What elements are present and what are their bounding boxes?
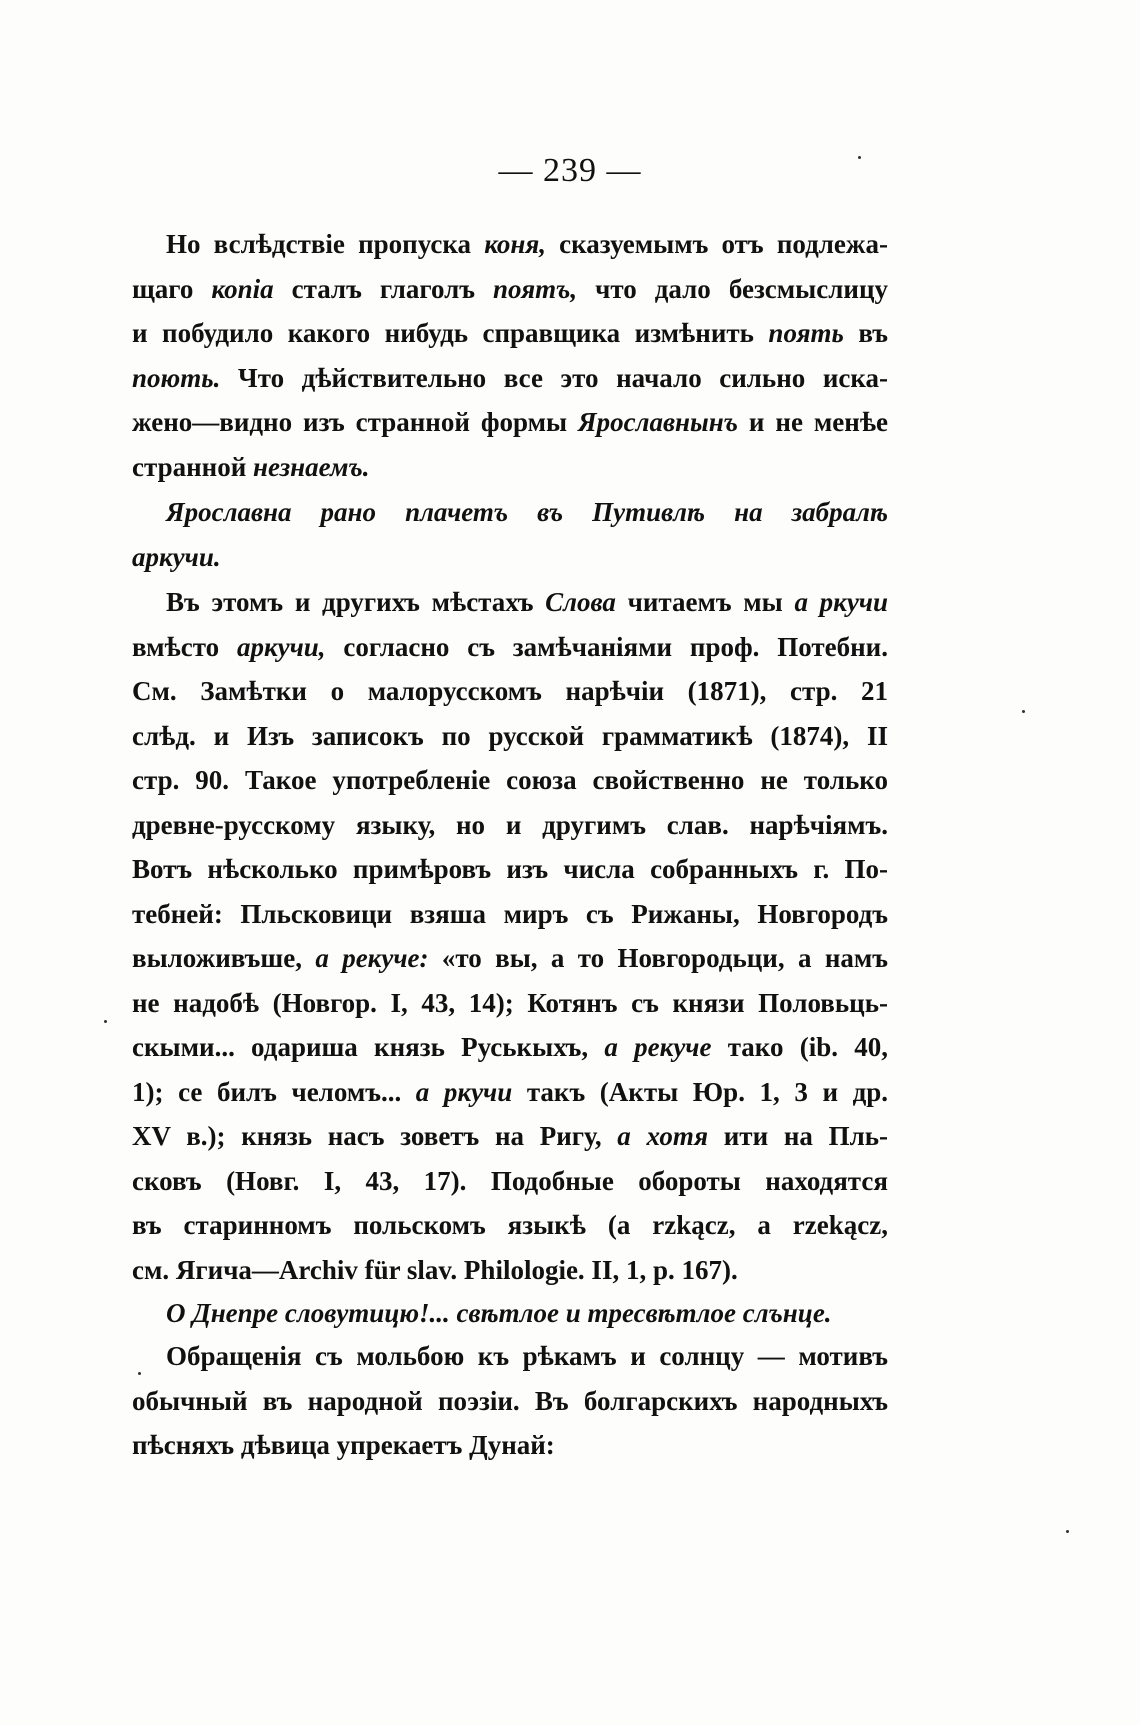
text-run: вмѣсто — [132, 631, 237, 662]
text-run: такъ (Акты Юр. 1, 3 и др. — [512, 1076, 889, 1107]
text-line — [132, 1025, 888, 1070]
text-run: «то вы, а то Новгородьци, а намъ — [428, 943, 889, 973]
quote-paragraph — [132, 490, 888, 579]
text-line — [132, 1159, 888, 1204]
italic-text: а ркучи — [794, 587, 888, 617]
text-run: см. Ягича—Archiv für slav. Philologie. II, 1, p. 167). — [132, 1254, 738, 1285]
text-run: слѣд. и Изъ записокъ по русской грамматикѣ (1874), II — [132, 720, 888, 751]
italic-text: а рекуче — [604, 1032, 712, 1062]
text-line — [132, 1423, 888, 1468]
italic-text: а рекуче: — [315, 943, 429, 973]
text-run: тебней: Пльсковици взяша миръ съ Рижаны, Новгородъ — [132, 898, 888, 929]
italic-text: коня, — [484, 229, 546, 259]
text-run: XV в.); князь насъ зоветъ на Ригу, — [132, 1121, 618, 1151]
text-run: сталъ глаголъ — [273, 273, 494, 304]
text-line — [132, 311, 888, 356]
text-line — [132, 222, 888, 267]
text-run: сковъ (Новг. I, 43, 17). Подобные обороты находятся — [132, 1165, 888, 1196]
text-run: сказуемымъ отъ подлежа- — [546, 229, 888, 259]
text-line — [132, 1114, 888, 1159]
text-run: ити на Пль- — [708, 1121, 888, 1151]
text-run: и не менѣе — [738, 407, 889, 437]
paper-speck — [1022, 710, 1025, 713]
text-line — [132, 400, 888, 445]
page-number: — 239 — — [498, 152, 642, 189]
italic-text: Ярославнынъ — [578, 407, 738, 437]
paragraph — [132, 222, 888, 489]
italic-text: поють. — [132, 362, 221, 393]
text-line — [132, 490, 888, 535]
italic-text: Ярославна рано плачетъ въ Путивлѣ на забралѣ — [166, 497, 888, 527]
text-run: обычный въ народной поэзіи. Въ болгарскихъ народныхъ — [132, 1385, 888, 1416]
text-run: пѣсняхъ дѣвица упрекаетъ Дунай: — [132, 1430, 555, 1460]
paper-speck — [858, 156, 861, 159]
paper-speck — [104, 1020, 107, 1023]
paragraph — [132, 1334, 888, 1468]
text-line — [132, 1070, 888, 1115]
text-line — [132, 445, 888, 490]
text-run: стр. 90. Такое употребленіе союза свойственно не только — [132, 765, 888, 795]
text-run: согласно съ замѣчаніями проф. Потебни. — [325, 631, 888, 662]
text-line — [132, 356, 888, 401]
text-run: въ старинномъ польскомъ языкѣ (a rzkącz, a rzekącz, — [132, 1210, 888, 1240]
text-run: древне-русскому языку, но и другимъ слав. нарѣчіямъ. — [132, 809, 888, 840]
quote-paragraph — [132, 1291, 888, 1336]
text-run: См. Замѣтки о малорусскомъ нарѣчіи (1871), стр. 21 — [132, 676, 888, 706]
italic-text: незнаемъ. — [253, 451, 370, 482]
text-line — [132, 936, 888, 981]
text-line — [132, 1334, 888, 1379]
text-line — [132, 267, 888, 312]
text-run: и побудило какого нибудь справщика измѣнить — [132, 318, 769, 348]
text-run: читаемъ мы — [615, 587, 795, 617]
text-line — [132, 580, 888, 625]
text-run: щаго — [132, 273, 212, 304]
text-run: что дало безсмыслицу — [577, 273, 888, 304]
text-run: въ — [843, 318, 888, 348]
text-line — [132, 1379, 888, 1424]
italic-text: поять — [768, 318, 844, 348]
text-run: Въ этомъ и другихъ мѣстахъ — [166, 587, 546, 617]
text-line — [132, 535, 888, 580]
italic-text: О Днепре словутицю!... свѣтлое и тресвѣтлое слънце. — [166, 1298, 832, 1328]
paragraph — [132, 580, 888, 1292]
text-run: скыми... одариша князь Руськыхъ, — [132, 1032, 605, 1062]
text-run: выложивъше, — [132, 943, 316, 973]
text-line — [132, 803, 888, 848]
text-run: Обращенія съ мольбою къ рѣкамъ и солнцу — мотивъ — [166, 1341, 888, 1371]
italic-text: а хотя — [617, 1121, 709, 1151]
italic-text: аркучи. — [132, 541, 221, 572]
text-line — [132, 1203, 888, 1248]
text-line — [132, 714, 888, 759]
italic-text: копіа — [211, 273, 274, 304]
text-run: Но вслѣдствіе пропуска — [166, 229, 485, 259]
paper-speck — [138, 1372, 141, 1375]
text-run: 1); се билъ челомъ... — [132, 1076, 416, 1107]
paper-speck — [1066, 1530, 1069, 1533]
text-line — [132, 625, 888, 670]
text-line — [132, 1291, 888, 1336]
text-run: жено—видно изъ странной формы — [132, 407, 579, 437]
text-line — [132, 847, 888, 892]
text-line — [132, 892, 888, 937]
italic-text: а ркучи — [415, 1076, 513, 1107]
text-run: Что дѣйствительно все это начало сильно иска- — [220, 362, 888, 393]
italic-text: Слова — [545, 587, 616, 617]
text-line — [132, 981, 888, 1026]
text-run: не надобѣ (Новгор. I, 43, 14); Котянъ съ князи Половьць- — [132, 987, 888, 1018]
italic-text: аркучи, — [236, 631, 326, 662]
text-run: Вотъ нѣсколько примѣровъ изъ числа собранныхъ г. По- — [132, 854, 888, 884]
text-line — [132, 758, 888, 803]
text-line — [132, 669, 888, 714]
text-run: странной — [132, 451, 254, 482]
text-run: тако (ib. 40, — [711, 1032, 888, 1062]
italic-text: поятъ, — [493, 273, 578, 304]
text-line — [132, 1248, 888, 1293]
